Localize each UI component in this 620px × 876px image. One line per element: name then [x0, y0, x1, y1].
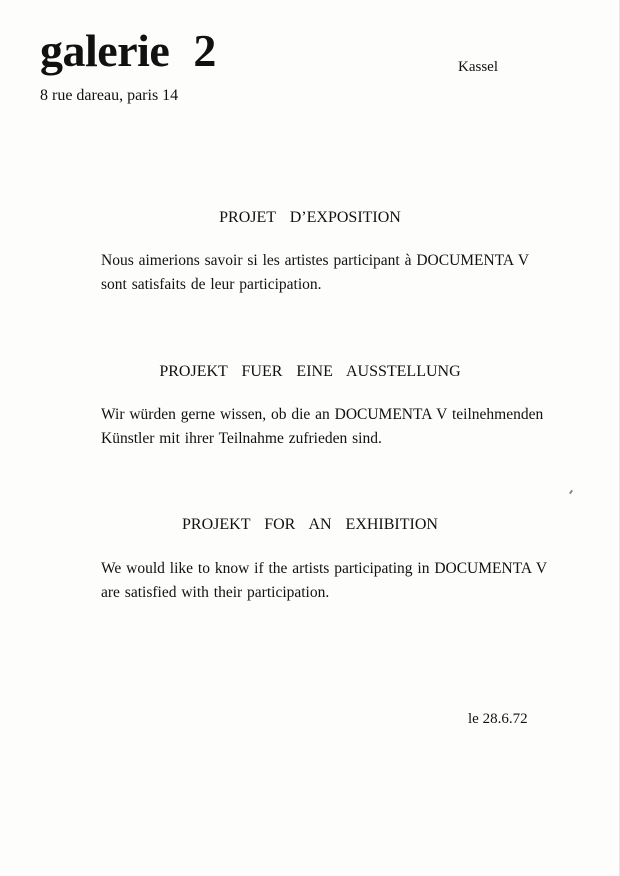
section-heading-french: PROJET D’EXPOSITION	[219, 209, 401, 226]
gallery-number: 2	[193, 25, 216, 76]
body-line: Nous aimerions savoir si les artistes participant à DOCUMENTA V	[101, 252, 530, 269]
section-heading-german: PROJEKT FUER EINE AUSSTELLUNG	[159, 363, 461, 380]
body-line: are satisfied with their participation.	[101, 584, 330, 601]
body-line: Wir würden gerne wissen, ob die an DOCUMENTA V teilnehmenden	[101, 406, 544, 423]
paper-speck	[569, 490, 573, 494]
section-body-german	[101, 403, 544, 451]
section-body-french	[101, 249, 541, 297]
letter-location: Kassel	[458, 59, 498, 75]
gallery-letterhead-logo	[40, 25, 216, 76]
section-heading-english: PROJEKT FOR AN EXHIBITION	[182, 516, 438, 533]
section-body-english	[101, 557, 548, 605]
body-line: We would like to know if the artists participating in DOCUMENTA V	[101, 560, 548, 577]
gallery-address: 8 rue dareau, paris 14	[40, 87, 179, 104]
gallery-name: galerie	[40, 25, 170, 76]
body-line: sont satisfaits de leur participation.	[101, 276, 322, 293]
body-line: Künstler mit ihrer Teilnahme zufrieden sind.	[101, 430, 382, 447]
letter-date: le 28.6.72	[468, 711, 528, 727]
